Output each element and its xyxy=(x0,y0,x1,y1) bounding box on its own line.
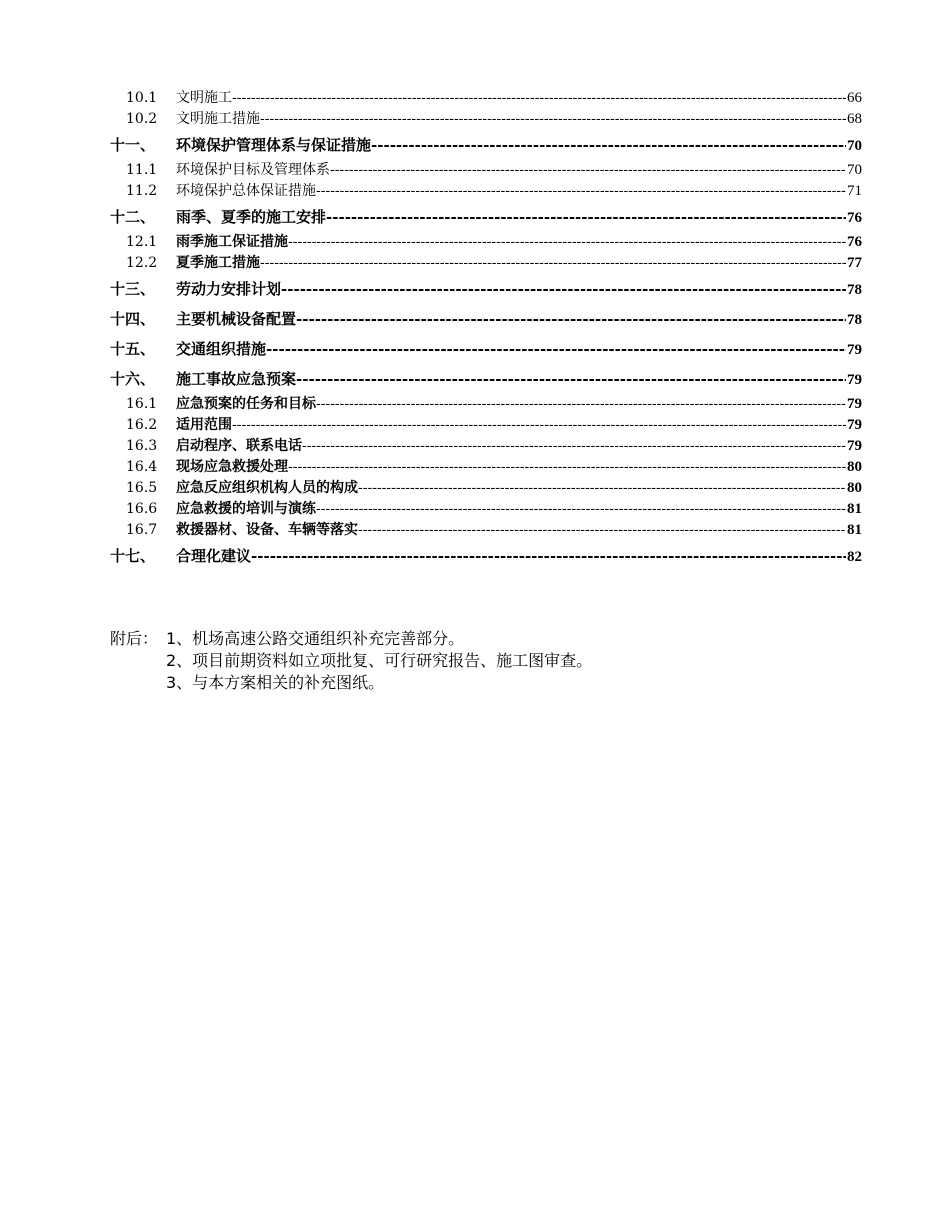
dot-leader xyxy=(288,457,846,478)
toc-entry-number: 16.7 xyxy=(126,522,158,538)
toc-entry-number: 11.2 xyxy=(126,183,158,199)
dot-leader xyxy=(232,88,846,109)
dot-leader xyxy=(316,394,846,415)
toc-chapter-page: 82 xyxy=(847,549,862,565)
dot-leader xyxy=(302,436,846,457)
toc-entry-number: 16.2 xyxy=(126,417,158,433)
toc-entry-page: 77 xyxy=(847,255,862,271)
toc-entry[interactable] xyxy=(110,181,862,202)
dot-leader xyxy=(316,181,846,202)
appendix-line xyxy=(110,628,592,650)
toc-entry-title: 救援器材、设备、车辆等落实 xyxy=(176,522,358,538)
toc-entry-title: 环境保护总体保证措施 xyxy=(176,183,316,199)
toc-entry[interactable] xyxy=(110,232,862,253)
appendix-item: 2、项目前期资料如立项批复、可行研究报告、施工图审查。 xyxy=(166,651,593,670)
toc-entry-title: 文明施工措施 xyxy=(176,111,260,127)
appendix-notes xyxy=(110,628,592,694)
toc-entry-number: 10.2 xyxy=(126,111,158,127)
dot-leader xyxy=(296,304,846,334)
toc-chapter[interactable] xyxy=(110,541,862,571)
toc-chapter-page: 79 xyxy=(847,372,862,388)
toc-chapter[interactable] xyxy=(110,364,862,394)
appendix-line xyxy=(110,672,592,694)
appendix-item: 3、与本方案相关的补充图纸。 xyxy=(166,673,385,692)
dot-leader xyxy=(358,520,846,541)
dot-leader xyxy=(232,415,846,436)
toc-entry-page: 79 xyxy=(847,417,862,433)
toc-chapter[interactable] xyxy=(110,202,862,232)
toc-entry[interactable] xyxy=(110,253,862,274)
toc-entry-page: 79 xyxy=(847,438,862,454)
toc-chapter[interactable] xyxy=(110,274,862,304)
toc-entry-title: 夏季施工措施 xyxy=(176,255,260,271)
toc-entry-number: 16.5 xyxy=(126,480,158,496)
appendix-label: 附后： xyxy=(110,629,159,648)
toc-entry-number: 16.6 xyxy=(126,501,158,517)
toc-chapter-page: 76 xyxy=(847,210,862,226)
toc-chapter-number: 十二、 xyxy=(110,208,156,226)
toc-chapter[interactable] xyxy=(110,304,862,334)
toc-entry-number: 12.1 xyxy=(126,234,158,250)
toc-chapter-number: 十七、 xyxy=(110,547,156,565)
toc-chapter-title: 主要机械设备配置 xyxy=(176,310,297,328)
toc-chapter-title: 交通组织措施 xyxy=(176,340,267,358)
toc-entry[interactable] xyxy=(110,478,862,499)
toc-chapter-number: 十三、 xyxy=(110,280,156,298)
table-of-contents xyxy=(110,88,862,571)
toc-entry[interactable] xyxy=(110,457,862,478)
toc-chapter[interactable] xyxy=(110,130,862,160)
toc-entry[interactable] xyxy=(110,520,862,541)
dot-leader xyxy=(371,130,846,160)
toc-chapter-number: 十一、 xyxy=(110,136,156,154)
toc-entry-title: 应急预案的任务和目标 xyxy=(176,396,316,412)
dot-leader xyxy=(288,232,846,253)
dot-leader xyxy=(358,478,846,499)
dot-leader xyxy=(251,541,846,571)
dot-leader xyxy=(316,499,846,520)
toc-entry-number: 12.2 xyxy=(126,255,158,271)
toc-chapter-title: 劳动力安排计划 xyxy=(176,280,282,298)
appendix-line xyxy=(110,650,592,672)
appendix-indent xyxy=(110,650,166,672)
toc-entry-title: 现场应急救援处理 xyxy=(176,459,288,475)
toc-entry-title: 启动程序、联系电话 xyxy=(176,438,302,454)
toc-entry-page: 81 xyxy=(847,501,862,517)
toc-chapter-title: 环境保护管理体系与保证措施 xyxy=(176,136,372,154)
toc-entry[interactable] xyxy=(110,88,862,109)
toc-entry[interactable] xyxy=(110,394,862,415)
toc-chapter-number: 十六、 xyxy=(110,370,156,388)
toc-entry-page: 66 xyxy=(847,90,862,106)
toc-chapter-title: 施工事故应急预案 xyxy=(176,370,297,388)
toc-entry-page: 70 xyxy=(847,162,862,178)
toc-chapter-page: 70 xyxy=(847,138,862,154)
toc-chapter-title: 合理化建议 xyxy=(176,547,252,565)
toc-entry-title: 应急救援的培训与演练 xyxy=(176,501,316,517)
dot-leader xyxy=(281,274,846,304)
dot-leader xyxy=(330,160,846,181)
toc-chapter-page: 79 xyxy=(847,342,862,358)
appendix-indent xyxy=(110,672,166,694)
toc-entry[interactable] xyxy=(110,160,862,181)
toc-entry-number: 16.3 xyxy=(126,438,158,454)
toc-entry-page: 79 xyxy=(847,396,862,412)
toc-entry-number: 16.1 xyxy=(126,396,158,412)
toc-entry-title: 雨季施工保证措施 xyxy=(176,234,288,250)
toc-entry[interactable] xyxy=(110,436,862,457)
toc-entry-page: 71 xyxy=(847,183,862,199)
toc-chapter-number: 十五、 xyxy=(110,340,156,358)
toc-entry[interactable] xyxy=(110,109,862,130)
toc-entry-number: 11.1 xyxy=(126,162,158,178)
dot-leader xyxy=(266,334,846,364)
toc-entry-page: 76 xyxy=(847,234,862,250)
toc-entry-page: 68 xyxy=(847,111,862,127)
toc-entry-page: 80 xyxy=(847,480,862,496)
toc-entry-title: 适用范围 xyxy=(176,417,232,433)
toc-entry-title: 文明施工 xyxy=(176,90,232,106)
dot-leader xyxy=(260,253,846,274)
toc-entry-title: 应急反应组织机构人员的构成 xyxy=(176,480,358,496)
toc-entry[interactable] xyxy=(110,415,862,436)
toc-chapter-page: 78 xyxy=(847,312,862,328)
dot-leader xyxy=(260,109,846,130)
appendix-item: 1、机场高速公路交通组织补充完善部分。 xyxy=(166,629,465,648)
toc-entry-page: 81 xyxy=(847,522,862,538)
dot-leader xyxy=(296,364,846,394)
toc-chapter-page: 78 xyxy=(847,282,862,298)
toc-entry-page: 80 xyxy=(847,459,862,475)
toc-entry[interactable] xyxy=(110,499,862,520)
toc-entry-title: 环境保护目标及管理体系 xyxy=(176,162,330,178)
toc-chapter[interactable] xyxy=(110,334,862,364)
dot-leader xyxy=(326,202,846,232)
toc-chapter-number: 十四、 xyxy=(110,310,156,328)
toc-entry-number: 10.1 xyxy=(126,90,158,106)
toc-chapter-title: 雨季、夏季的施工安排 xyxy=(176,208,327,226)
toc-entry-number: 16.4 xyxy=(126,459,158,475)
